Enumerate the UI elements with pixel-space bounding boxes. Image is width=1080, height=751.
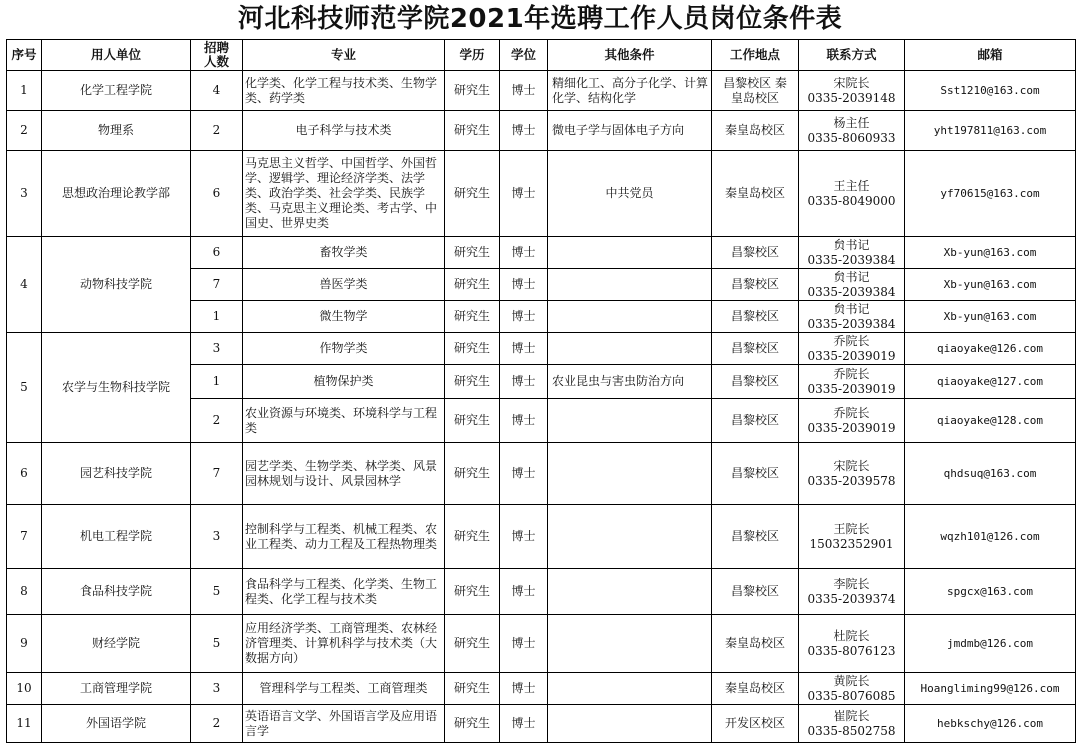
- cell-location: 昌黎校区: [712, 333, 799, 365]
- contact-phone: 0335-8502758: [807, 723, 896, 738]
- contact-phone: 0335-2039148: [807, 90, 896, 105]
- cell-unit: 工商管理学院: [42, 673, 191, 705]
- cell-count: 6: [191, 237, 243, 269]
- cell-no: 3: [7, 151, 42, 237]
- cell-major: 马克思主义哲学、中国哲学、外国哲学、逻辑学、理论经济学类、法学类、政治学类、社会学类、民族学类、马克思主义理论类、考古学、中国史、世界史类: [243, 151, 445, 237]
- cell-degree: 博士: [500, 505, 548, 569]
- contact-phone: 0335-2039578: [807, 473, 896, 488]
- header-major: 专业: [243, 40, 445, 71]
- cell-major: 园艺学类、生物学类、林学类、风景园林规划与设计、风景园林学: [243, 443, 445, 505]
- cell-location: 昌黎校区: [712, 399, 799, 443]
- contact-phone: 0335-2039384: [807, 316, 896, 331]
- recruitment-table: [6, 39, 1076, 743]
- cell-unit: 园艺科技学院: [42, 443, 191, 505]
- contact-name: 崔院长: [833, 708, 870, 723]
- cell-degree: 博士: [500, 705, 548, 743]
- cell-contact: [799, 673, 905, 705]
- cell-education: 研究生: [445, 269, 500, 301]
- cell-email: yf70615@163.com: [905, 151, 1076, 237]
- cell-email: qhdsuq@163.com: [905, 443, 1076, 505]
- contact-phone: 0335-2039384: [807, 284, 896, 299]
- header-email: 邮箱: [905, 40, 1076, 71]
- cell-contact: [799, 237, 905, 269]
- cell-other: [548, 569, 712, 615]
- cell-other: 中共党员: [548, 151, 712, 237]
- table-row: [7, 111, 1076, 151]
- cell-education: 研究生: [445, 237, 500, 269]
- contact-phone: 0335-2039019: [807, 381, 896, 396]
- cell-email: wqzh101@126.com: [905, 505, 1076, 569]
- contact-phone: 0335-8076123: [807, 643, 896, 658]
- contact-name: 杨主任: [833, 115, 870, 130]
- cell-location: 秦皇岛校区: [712, 111, 799, 151]
- cell-location: 昌黎校区: [712, 301, 799, 333]
- cell-other: [548, 269, 712, 301]
- cell-education: 研究生: [445, 569, 500, 615]
- cell-contact: [799, 505, 905, 569]
- contact-phone: 0335-8076085: [807, 688, 896, 703]
- header-location: 工作地点: [712, 40, 799, 71]
- table-row: [7, 237, 1076, 269]
- contact-name: 贠书记: [833, 269, 870, 284]
- cell-no: 5: [7, 333, 42, 443]
- cell-unit: 机电工程学院: [42, 505, 191, 569]
- cell-contact: [799, 705, 905, 743]
- table-row: [7, 615, 1076, 673]
- cell-major: 畜牧学类: [243, 237, 445, 269]
- cell-degree: 博士: [500, 269, 548, 301]
- cell-degree: 博士: [500, 151, 548, 237]
- header-count: 招聘人数: [191, 40, 243, 71]
- cell-count: 3: [191, 673, 243, 705]
- contact-name: 贠书记: [833, 237, 870, 252]
- cell-contact: [799, 111, 905, 151]
- cell-major: 农业资源与环境类、环境科学与工程类: [243, 399, 445, 443]
- cell-degree: 博士: [500, 443, 548, 505]
- cell-count: 5: [191, 569, 243, 615]
- header-contact: 联系方式: [799, 40, 905, 71]
- cell-location: 秦皇岛校区: [712, 673, 799, 705]
- cell-email: qiaoyake@126.com: [905, 333, 1076, 365]
- contact-name: 王主任: [833, 178, 870, 193]
- cell-education: 研究生: [445, 151, 500, 237]
- cell-degree: 博士: [500, 111, 548, 151]
- table-row: [7, 333, 1076, 365]
- cell-email: Sst1210@163.com: [905, 71, 1076, 111]
- cell-contact: [799, 71, 905, 111]
- cell-email: jmdmb@126.com: [905, 615, 1076, 673]
- contact-name: 乔院长: [833, 405, 870, 420]
- cell-other: [548, 399, 712, 443]
- cell-unit: 化学工程学院: [42, 71, 191, 111]
- contact-name: 杜院长: [833, 628, 870, 643]
- contact-name: 贠书记: [833, 301, 870, 316]
- cell-contact: [799, 615, 905, 673]
- cell-contact: [799, 569, 905, 615]
- cell-count: 7: [191, 443, 243, 505]
- contact-name: 黄院长: [833, 673, 870, 688]
- cell-education: 研究生: [445, 399, 500, 443]
- cell-other: 微电子学与固体电子方向: [548, 111, 712, 151]
- cell-major: 植物保护类: [243, 365, 445, 399]
- cell-contact: [799, 301, 905, 333]
- contact-phone: 0335-2039019: [807, 348, 896, 363]
- cell-location: 秦皇岛校区: [712, 151, 799, 237]
- table-row: [7, 151, 1076, 237]
- contact-name: 乔院长: [833, 333, 870, 348]
- cell-degree: 博士: [500, 333, 548, 365]
- cell-other: 农业昆虫与害虫防治方向: [548, 365, 712, 399]
- cell-contact: [799, 333, 905, 365]
- cell-degree: 博士: [500, 615, 548, 673]
- cell-count: 2: [191, 399, 243, 443]
- cell-other: [548, 615, 712, 673]
- cell-count: 6: [191, 151, 243, 237]
- cell-contact: [799, 269, 905, 301]
- cell-other: [548, 705, 712, 743]
- cell-degree: 博士: [500, 673, 548, 705]
- table-row: [7, 505, 1076, 569]
- cell-education: 研究生: [445, 365, 500, 399]
- contact-name: 乔院长: [833, 366, 870, 381]
- cell-contact: [799, 443, 905, 505]
- cell-major: 微生物学: [243, 301, 445, 333]
- cell-education: 研究生: [445, 505, 500, 569]
- table-row: [7, 705, 1076, 743]
- cell-degree: 博士: [500, 71, 548, 111]
- cell-count: 7: [191, 269, 243, 301]
- contact-name: 李院长: [833, 576, 870, 591]
- cell-count: 1: [191, 301, 243, 333]
- cell-other: [548, 443, 712, 505]
- cell-education: 研究生: [445, 705, 500, 743]
- header-degree: 学位: [500, 40, 548, 71]
- table-row: [7, 443, 1076, 505]
- cell-unit: 动物科技学院: [42, 237, 191, 333]
- cell-major: 管理科学与工程类、工商管理类: [243, 673, 445, 705]
- cell-no: 2: [7, 111, 42, 151]
- cell-no: 1: [7, 71, 42, 111]
- cell-other: [548, 237, 712, 269]
- cell-major: 应用经济学类、工商管理类、农林经济管理类、计算机科学与技术类（大数据方向）: [243, 615, 445, 673]
- table-header-row: [7, 40, 1076, 71]
- cell-email: spgcx@163.com: [905, 569, 1076, 615]
- cell-count: 5: [191, 615, 243, 673]
- cell-education: 研究生: [445, 615, 500, 673]
- cell-contact: [799, 151, 905, 237]
- cell-email: qiaoyake@127.com: [905, 365, 1076, 399]
- cell-unit: 食品科技学院: [42, 569, 191, 615]
- cell-no: 4: [7, 237, 42, 333]
- header-no: 序号: [7, 40, 42, 71]
- cell-education: 研究生: [445, 443, 500, 505]
- cell-major: 化学类、化学工程与技术类、生物学类、药学类: [243, 71, 445, 111]
- cell-unit: 思想政治理论教学部: [42, 151, 191, 237]
- cell-location: 昌黎校区 秦皇岛校区: [712, 71, 799, 111]
- cell-count: 3: [191, 505, 243, 569]
- cell-contact: [799, 399, 905, 443]
- contact-name: 王院长: [833, 521, 870, 536]
- cell-location: 昌黎校区: [712, 269, 799, 301]
- contact-phone: 15032352901: [809, 536, 894, 551]
- cell-no: 11: [7, 705, 42, 743]
- cell-location: 昌黎校区: [712, 237, 799, 269]
- cell-location: 昌黎校区: [712, 443, 799, 505]
- cell-degree: 博士: [500, 365, 548, 399]
- cell-location: 昌黎校区: [712, 569, 799, 615]
- cell-other: [548, 505, 712, 569]
- cell-education: 研究生: [445, 111, 500, 151]
- cell-no: 9: [7, 615, 42, 673]
- cell-count: 3: [191, 333, 243, 365]
- page-title: 河北科技师范学院2021年选聘工作人员岗位条件表: [237, 4, 843, 34]
- contact-phone: 0335-2039384: [807, 252, 896, 267]
- header-unit: 用人单位: [42, 40, 191, 71]
- header-education: 学历: [445, 40, 500, 71]
- cell-count: 1: [191, 365, 243, 399]
- cell-other: 精细化工、高分子化学、计算化学、结构化学: [548, 71, 712, 111]
- cell-count: 4: [191, 71, 243, 111]
- cell-email: qiaoyake@128.com: [905, 399, 1076, 443]
- cell-location: 秦皇岛校区: [712, 615, 799, 673]
- cell-unit: 物理系: [42, 111, 191, 151]
- cell-major: 电子科学与技术类: [243, 111, 445, 151]
- table-row: [7, 71, 1076, 111]
- cell-no: 6: [7, 443, 42, 505]
- cell-degree: 博士: [500, 237, 548, 269]
- table-row: [7, 673, 1076, 705]
- cell-major: 食品科学与工程类、化学类、生物工程类、化学工程与技术类: [243, 569, 445, 615]
- cell-education: 研究生: [445, 673, 500, 705]
- cell-count: 2: [191, 705, 243, 743]
- header-other-conditions: 其他条件: [548, 40, 712, 71]
- cell-email: Xb-yun@163.com: [905, 269, 1076, 301]
- contact-phone: 0335-8049000: [807, 193, 896, 208]
- cell-unit: 农学与生物科技学院: [42, 333, 191, 443]
- cell-other: [548, 673, 712, 705]
- cell-degree: 博士: [500, 569, 548, 615]
- cell-count: 2: [191, 111, 243, 151]
- cell-other: [548, 301, 712, 333]
- cell-education: 研究生: [445, 71, 500, 111]
- cell-email: hebkschy@126.com: [905, 705, 1076, 743]
- table-row: [7, 569, 1076, 615]
- cell-email: yht197811@163.com: [905, 111, 1076, 151]
- cell-other: [548, 333, 712, 365]
- contact-phone: 0335-2039019: [807, 420, 896, 435]
- cell-unit: 外国语学院: [42, 705, 191, 743]
- cell-degree: 博士: [500, 399, 548, 443]
- cell-email: Hoangliming99@126.com: [905, 673, 1076, 705]
- cell-education: 研究生: [445, 333, 500, 365]
- contact-phone: 0335-2039374: [807, 591, 896, 606]
- cell-location: 开发区校区: [712, 705, 799, 743]
- cell-major: 英语语言文学、外国语言学及应用语言学: [243, 705, 445, 743]
- cell-contact: [799, 365, 905, 399]
- cell-no: 10: [7, 673, 42, 705]
- cell-degree: 博士: [500, 301, 548, 333]
- cell-major: 作物学类: [243, 333, 445, 365]
- cell-unit: 财经学院: [42, 615, 191, 673]
- cell-location: 昌黎校区: [712, 505, 799, 569]
- cell-email: Xb-yun@163.com: [905, 301, 1076, 333]
- cell-no: 8: [7, 569, 42, 615]
- contact-phone: 0335-8060933: [807, 130, 896, 145]
- cell-location: 昌黎校区: [712, 365, 799, 399]
- cell-education: 研究生: [445, 301, 500, 333]
- cell-no: 7: [7, 505, 42, 569]
- contact-name: 宋院长: [833, 75, 870, 90]
- cell-major: 控制科学与工程类、机械工程类、农业工程类、动力工程及工程热物理类: [243, 505, 445, 569]
- contact-name: 宋院长: [833, 458, 870, 473]
- cell-email: Xb-yun@163.com: [905, 237, 1076, 269]
- cell-major: 兽医学类: [243, 269, 445, 301]
